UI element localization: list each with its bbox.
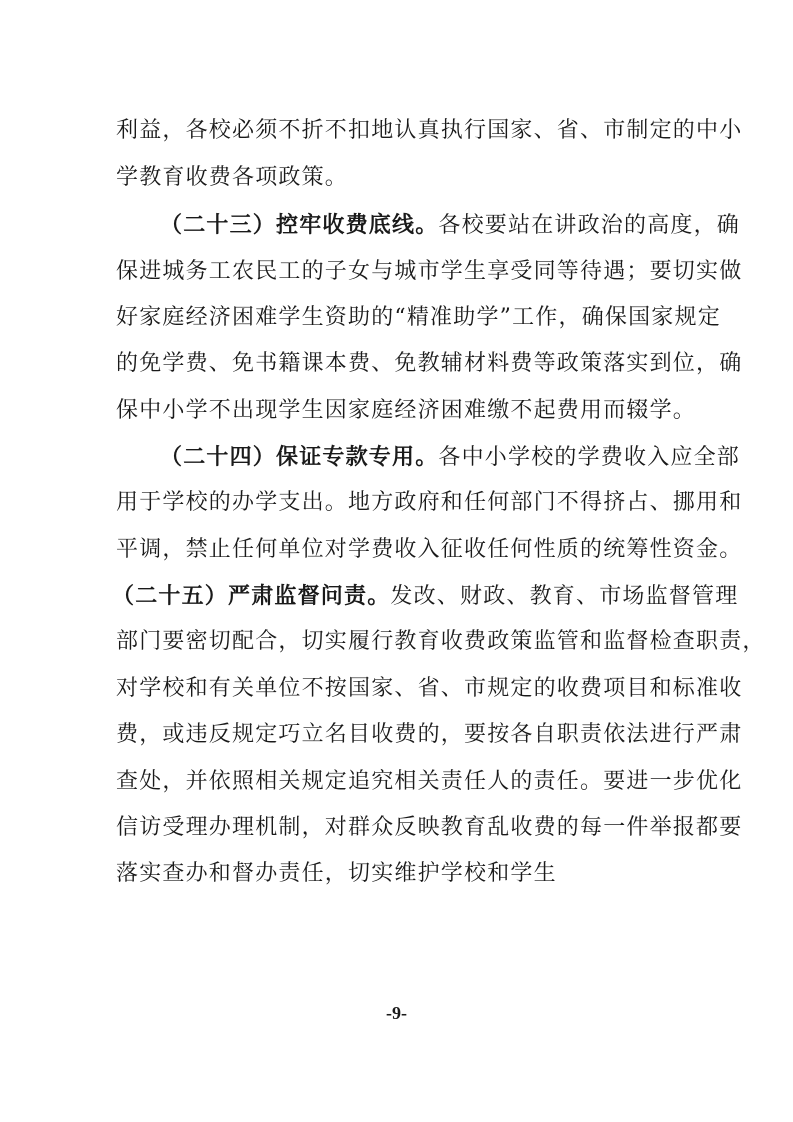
text-line: 好家庭经济困难学生资助的“精准助学”工作，确保国家规定 [116,305,721,330]
text-line: 用于学校的办学支出。地方政府和任何部门不得挤占、挪用和 [116,490,743,515]
text-line: 查处，并依照相关规定追究相关责任人的责任。要进一步优化 [116,769,743,794]
paragraph-24-first-line: （二十四）保证专款专用。各中小学校的学费收入应全部 [160,444,741,470]
text-line: 学教育收费各项政策。 [116,165,349,190]
text-line: 保中小学不出现学生因家庭经济困难缴不起费用而辍学。 [116,398,697,423]
text-line: 部门要密切配合，切实履行教育收费政策监管和监督检查职责， [116,629,766,654]
paragraph-25-first-line: （二十五）严肃监督问责。发改、财政、教育、市场监督管理 [112,583,739,609]
text-line: 的免学费、免书籍课本费、免教辅材料费等政策落实到位，确 [116,351,743,376]
paragraph-23-first-line: （二十三）控牢收费底线。各校要站在讲政治的高度，确 [160,212,741,238]
page-number: -9- [386,1003,407,1023]
text-line: 信访受理办理机制，对群众反映教育乱收费的每一件举报都要 [116,815,743,840]
text-line: 对学校和有关单位不按国家、省、市规定的收费项目和标准收 [116,676,743,701]
text-line: 保进城务工农民工的子女与城市学生享受同等待遇；要切实做 [116,259,743,284]
text-line: 费，或违反规定巧立名目收费的，要按各自职责依法进行严肃 [116,722,743,747]
text-line: 利益，各校必须不折不扣地认真执行国家、省、市制定的中小 [116,118,743,143]
section-heading-25: （二十五）严肃监督问责。 [112,583,391,609]
section-heading-23: （二十三）控牢收费底线。 [160,212,439,238]
text-line: 平调，禁止任何单位对学费收入征收任何性质的统筹性资金。 [116,537,743,562]
text-line: 落实查办和督办责任，切实维护学校和学生 [116,861,557,886]
section-heading-24: （二十四）保证专款专用。 [160,444,439,470]
